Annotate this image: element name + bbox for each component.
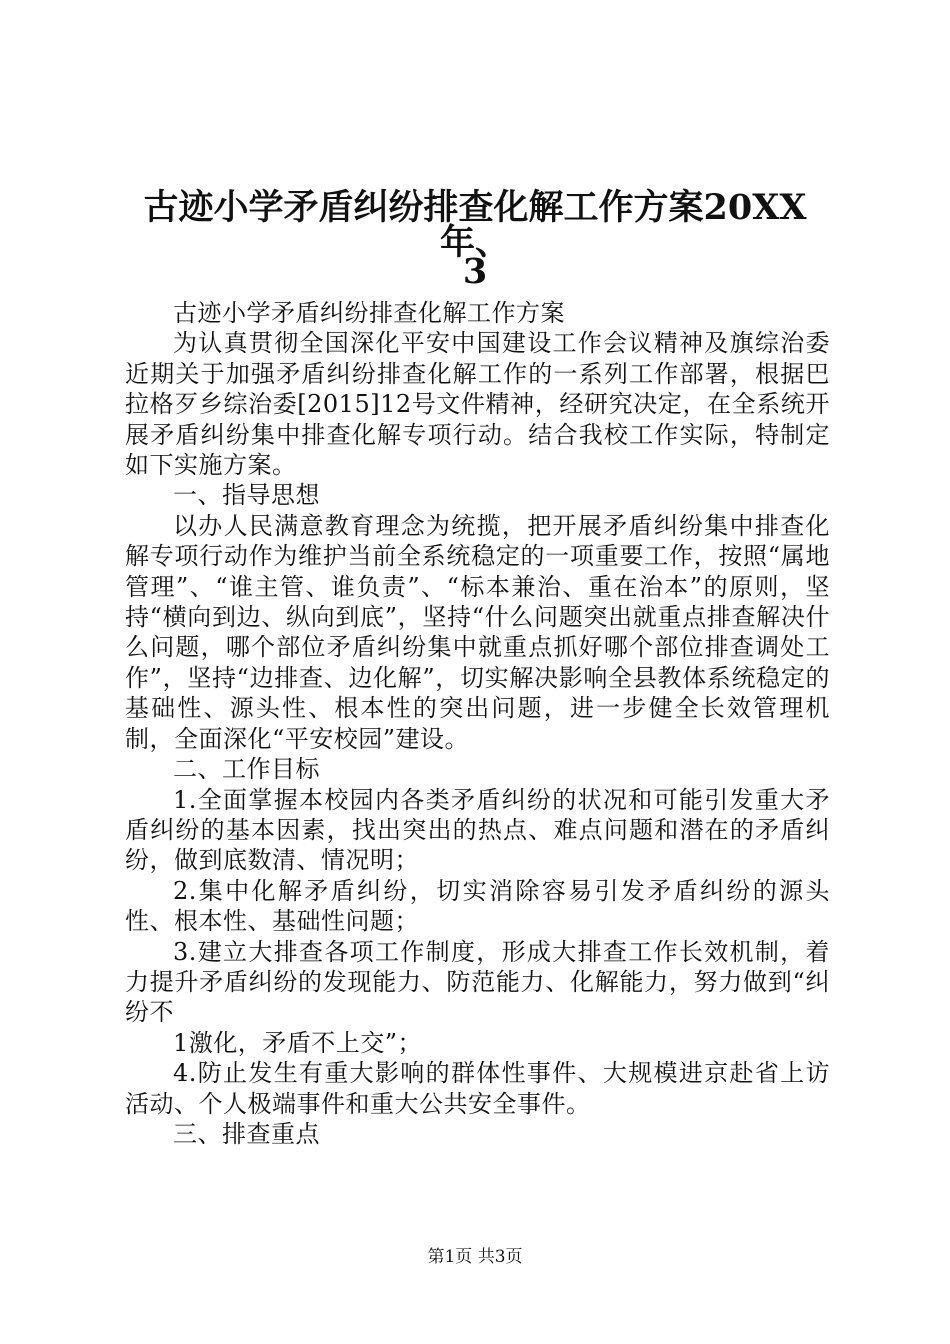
section-heading-work-goals: 二、工作目标	[173, 755, 320, 784]
page-footer: 第1页 共3页	[427, 1247, 523, 1267]
paragraph-guiding-thought: 以办人民满意教育理念为统揽，把开展矛盾纠纷集中排查化解专项行动作为维护当前全系统稳定的一项重要工作，按照“属地管理”、“谁主管、谁负责”、“标本兼治、重在治本”的原则，坚持“横向到边、纵向到底”，坚持“什么问题突出就重点排查解决什么问题，哪个部位矛盾纠纷集中就重点抓好哪个部位排查调处工作”，坚持“边排查、边化解”，切实解决影响全县教体系统稳定的基础性、源头性、根本性的突出问题，进一步健全长效管理机制，全面深化“平安校园”建设。	[125, 511, 830, 753]
section-heading-inspection-focus: 三、排查重点	[173, 1119, 320, 1148]
document-title-line1: 古迹小学矛盾纠纷排查化解工作方案20XX年、	[143, 187, 807, 263]
paragraph-intro: 为认真贯彻全国深化平安中国建设工作会议精神及旗综治委近期关于加强矛盾纠纷排查化解工作的一系列工作部署，根据巴拉格歹乡综治委[2015]12号文件精神，经研究决定，在全系统开展矛盾纠纷集中排查化解专项行动。结合我校工作实际，特制定如下实施方案。	[125, 329, 830, 480]
goal-item-4: 4.防止发生有重大影响的群体性事件、大规模进京赴省上访活动、个人极端事件和重大公共安全事件。	[125, 1059, 830, 1118]
paragraph-subtitle: 古迹小学矛盾纠纷排查化解工作方案	[173, 299, 565, 327]
goal-item-3-continued: 1激化，矛盾不上交”；	[173, 1028, 423, 1057]
goal-item-3: 3.建立大排查各项工作制度，形成大排查工作长效机制，着力提升矛盾纠纷的发现能力、防范能力、化解能力，努力做到“纠纷不	[125, 937, 830, 1027]
document-title-line2: 3	[462, 251, 488, 292]
section-heading-guiding-thought: 一、指导思想	[173, 481, 320, 510]
goal-item-2: 2.集中化解矛盾纠纷，切实消除容易引发矛盾纠纷的源头性、根本性、基础性问题；	[125, 876, 830, 936]
document-body	[125, 298, 830, 1149]
goal-item-1: 1.全面掌握本校园内各类矛盾纠纷的状况和可能引发重大矛盾纠纷的基本因素，找出突出的热点、难点问题和潜在的矛盾纠纷，做到底数清、情况明；	[125, 785, 830, 875]
